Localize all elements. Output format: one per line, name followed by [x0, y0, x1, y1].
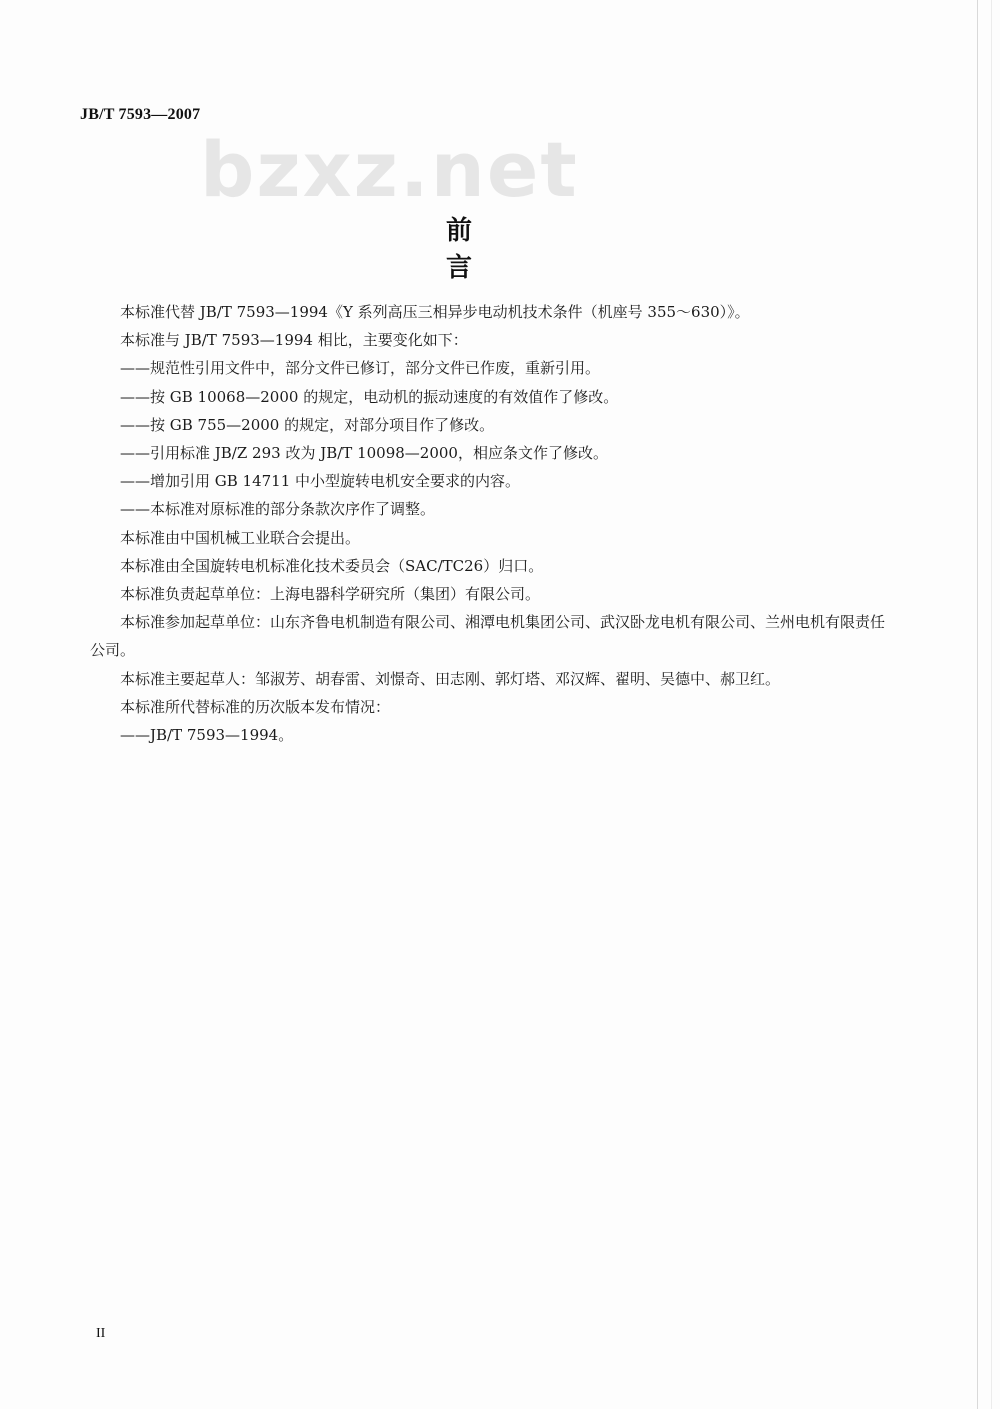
watermark: bzxz.net — [200, 125, 579, 214]
page-number: II — [96, 1326, 106, 1341]
scan-edge-line — [977, 0, 978, 1409]
foreword-body — [90, 298, 890, 749]
paragraph-changes-intro: 本标准与 JB/T 7593—1994 相比，主要变化如下： — [120, 331, 468, 350]
paragraph-proposer: 本标准由中国机械工业联合会提出。 — [120, 528, 361, 547]
history-item: ——JB/T 7593—1994。 — [120, 726, 294, 745]
change-item: ——按 GB 755—2000 的规定，对部分项目作了修改。 — [120, 415, 495, 434]
change-item: ——规范性引用文件中，部分文件已修订，部分文件已作废，重新引用。 — [120, 359, 601, 378]
page-title: 前 言 — [445, 216, 555, 283]
change-item: ——按 GB 10068—2000 的规定，电动机的振动速度的有效值作了修改。 — [120, 387, 619, 406]
change-item: ——引用标准 JB/Z 293 改为 JB/T 10098—2000，相应条文作了修改。 — [120, 444, 608, 463]
change-item: ——增加引用 GB 14711 中小型旋转电机安全要求的内容。 — [120, 472, 521, 491]
change-item: ——本标准对原标准的部分条款次序作了调整。 — [120, 500, 436, 519]
paragraph-participating-units: 本标准参加起草单位：山东齐鲁电机制造有限公司、湘潭电机集团公司、武汉卧龙电机有限公司、兰州电机有限责任公司。 — [90, 613, 886, 660]
paragraph-centralized-by: 本标准由全国旋转电机标准化技术委员会（SAC/TC26）归口。 — [120, 556, 544, 575]
standard-number: JB/T 7593—2007 — [80, 106, 201, 123]
paragraph-replaces: 本标准代替 JB/T 7593—1994《Y 系列高压三相异步电动机技术条件（机座号 355～630）》。 — [120, 303, 750, 321]
paragraph-drafters: 本标准主要起草人：邹淑芳、胡春雷、刘憬奇、田志刚、郭灯塔、邓汉辉、翟明、吴德中、郝卫红。 — [120, 669, 781, 688]
paragraph-drafting-unit: 本标准负责起草单位：上海电器科学研究所（集团）有限公司。 — [120, 585, 541, 604]
paragraph-history-intro: 本标准所代替标准的历次版本发布情况： — [120, 697, 391, 716]
scan-edge-line-outer — [991, 0, 992, 1409]
